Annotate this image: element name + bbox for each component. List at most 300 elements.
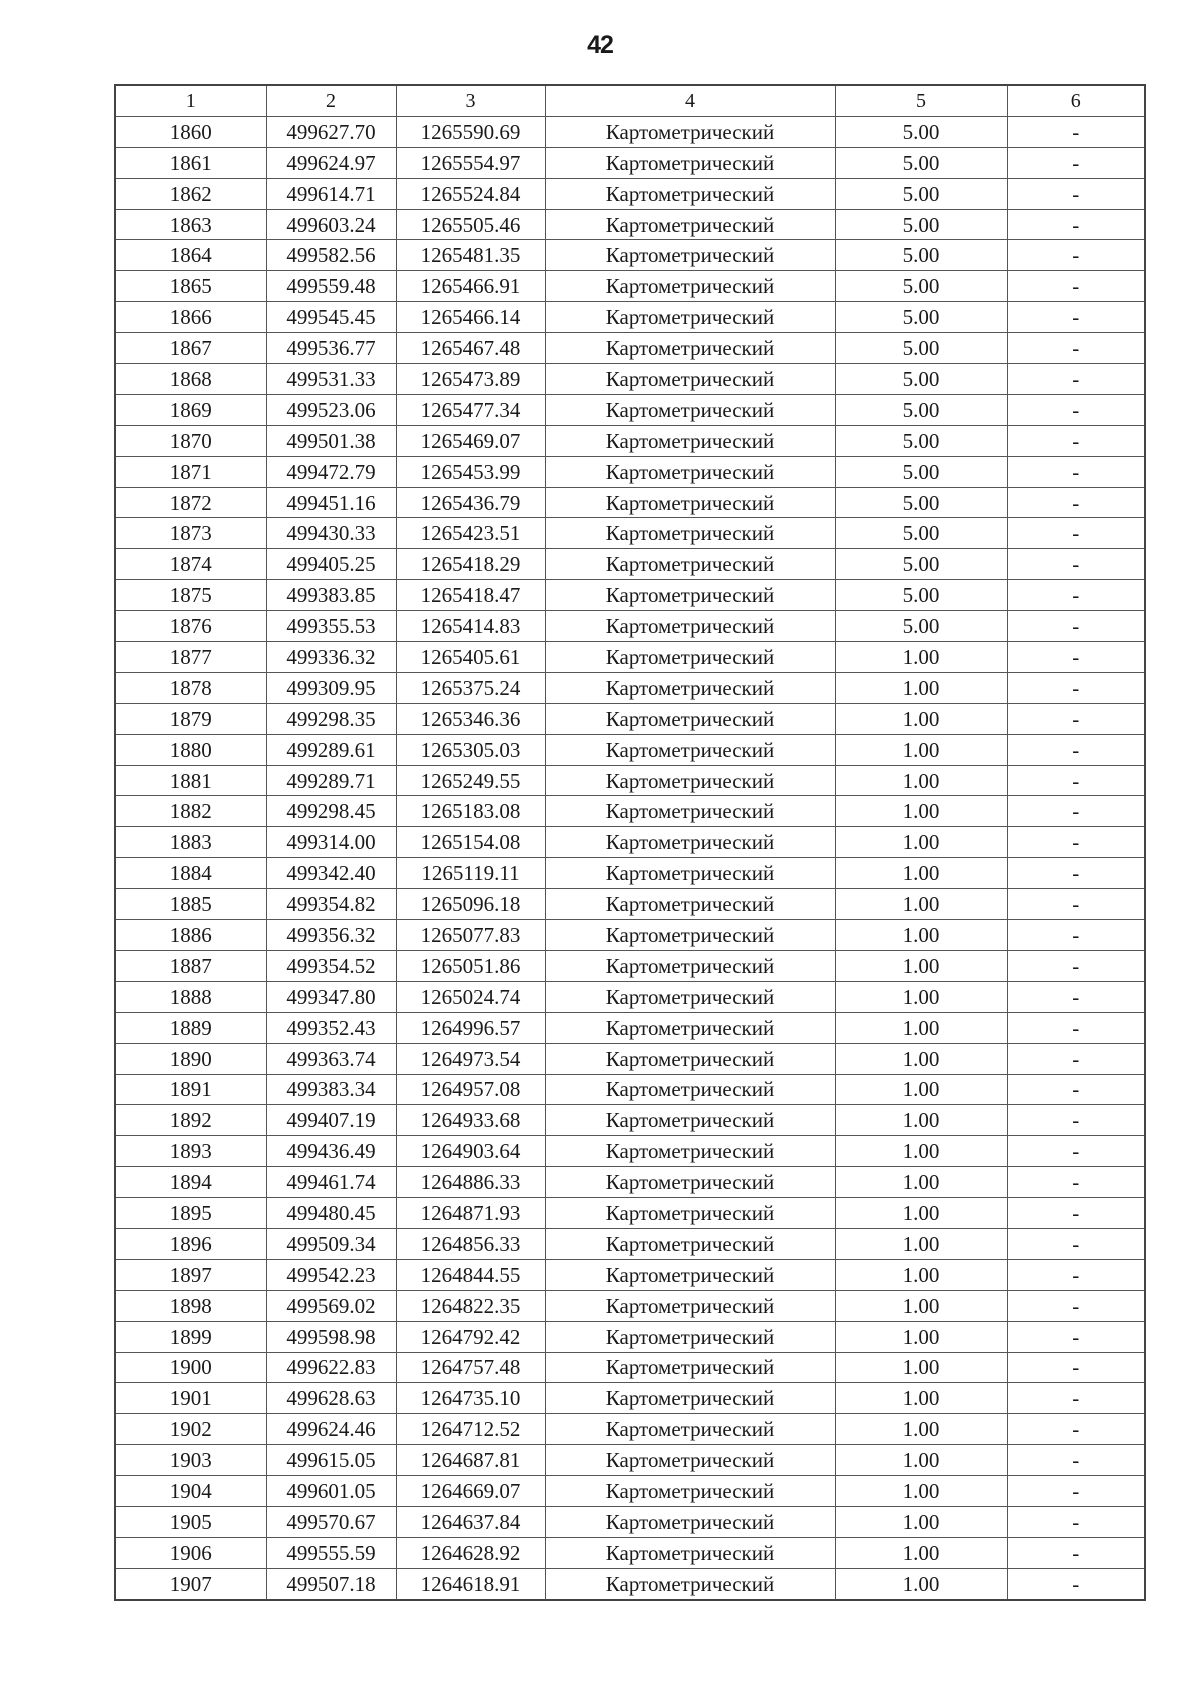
note-cell: -: [1007, 1414, 1145, 1445]
note-cell: -: [1007, 1167, 1145, 1198]
table-row: [115, 1568, 1145, 1599]
y-coordinate-cell: 1265505.46: [396, 209, 545, 240]
table-row: [115, 302, 1145, 333]
table-row: [115, 1043, 1145, 1074]
method-cell: Картометрический: [545, 487, 835, 518]
note-cell: -: [1007, 116, 1145, 147]
note-cell: -: [1007, 271, 1145, 302]
x-coordinate-cell: 499289.61: [266, 734, 396, 765]
method-cell: Картометрический: [545, 920, 835, 951]
accuracy-cell: 1.00: [835, 1074, 1007, 1105]
table-row: [115, 611, 1145, 642]
point-number-cell: 1871: [115, 456, 266, 487]
accuracy-cell: 1.00: [835, 796, 1007, 827]
point-number-cell: 1906: [115, 1537, 266, 1568]
method-cell: Картометрический: [545, 364, 835, 395]
note-cell: -: [1007, 1568, 1145, 1599]
method-cell: Картометрический: [545, 1568, 835, 1599]
y-coordinate-cell: 1264687.81: [396, 1445, 545, 1476]
table-row: [115, 1136, 1145, 1167]
method-cell: Картометрический: [545, 1537, 835, 1568]
method-cell: Картометрический: [545, 1167, 835, 1198]
table-row: [115, 1105, 1145, 1136]
y-coordinate-cell: 1265524.84: [396, 178, 545, 209]
point-number-cell: 1894: [115, 1167, 266, 1198]
note-cell: -: [1007, 209, 1145, 240]
point-number-cell: 1895: [115, 1198, 266, 1229]
y-coordinate-cell: 1264886.33: [396, 1167, 545, 1198]
point-number-cell: 1888: [115, 981, 266, 1012]
x-coordinate-cell: 499569.02: [266, 1290, 396, 1321]
note-cell: -: [1007, 1136, 1145, 1167]
method-cell: Картометрический: [545, 1228, 835, 1259]
point-number-cell: 1879: [115, 703, 266, 734]
method-cell: Картометрический: [545, 734, 835, 765]
accuracy-cell: 1.00: [835, 642, 1007, 673]
x-coordinate-cell: 499627.70: [266, 116, 396, 147]
note-cell: -: [1007, 1043, 1145, 1074]
x-coordinate-cell: 499383.34: [266, 1074, 396, 1105]
y-coordinate-cell: 1265346.36: [396, 703, 545, 734]
method-cell: Картометрический: [545, 271, 835, 302]
note-cell: -: [1007, 518, 1145, 549]
x-coordinate-cell: 499342.40: [266, 858, 396, 889]
y-coordinate-cell: 1264933.68: [396, 1105, 545, 1136]
method-cell: Картометрический: [545, 1074, 835, 1105]
table-row: [115, 642, 1145, 673]
note-cell: -: [1007, 981, 1145, 1012]
accuracy-cell: 1.00: [835, 827, 1007, 858]
accuracy-cell: 5.00: [835, 611, 1007, 642]
y-coordinate-cell: 1265436.79: [396, 487, 545, 518]
column-header: 3: [396, 85, 545, 116]
note-cell: -: [1007, 147, 1145, 178]
accuracy-cell: 1.00: [835, 889, 1007, 920]
method-cell: Картометрический: [545, 1445, 835, 1476]
point-number-cell: 1863: [115, 209, 266, 240]
note-cell: -: [1007, 1506, 1145, 1537]
y-coordinate-cell: 1264628.92: [396, 1537, 545, 1568]
accuracy-cell: 5.00: [835, 333, 1007, 364]
table-row: [115, 178, 1145, 209]
table-row: [115, 580, 1145, 611]
note-cell: -: [1007, 611, 1145, 642]
point-number-cell: 1899: [115, 1321, 266, 1352]
table-row: [115, 796, 1145, 827]
y-coordinate-cell: 1264996.57: [396, 1012, 545, 1043]
note-cell: -: [1007, 240, 1145, 271]
table-row: [115, 240, 1145, 271]
point-number-cell: 1877: [115, 642, 266, 673]
accuracy-cell: 1.00: [835, 1383, 1007, 1414]
table-row: [115, 981, 1145, 1012]
note-cell: -: [1007, 1228, 1145, 1259]
x-coordinate-cell: 499628.63: [266, 1383, 396, 1414]
note-cell: -: [1007, 1198, 1145, 1229]
point-number-cell: 1864: [115, 240, 266, 271]
accuracy-cell: 1.00: [835, 1167, 1007, 1198]
x-coordinate-cell: 499430.33: [266, 518, 396, 549]
method-cell: Картометрический: [545, 425, 835, 456]
method-cell: Картометрический: [545, 1383, 835, 1414]
column-header: 2: [266, 85, 396, 116]
y-coordinate-cell: 1265554.97: [396, 147, 545, 178]
point-number-cell: 1893: [115, 1136, 266, 1167]
point-number-cell: 1897: [115, 1259, 266, 1290]
note-cell: -: [1007, 364, 1145, 395]
accuracy-cell: 1.00: [835, 1259, 1007, 1290]
point-number-cell: 1901: [115, 1383, 266, 1414]
y-coordinate-cell: 1264669.07: [396, 1476, 545, 1507]
table-row: [115, 549, 1145, 580]
table-row: [115, 1506, 1145, 1537]
note-cell: -: [1007, 1259, 1145, 1290]
y-coordinate-cell: 1265154.08: [396, 827, 545, 858]
accuracy-cell: 5.00: [835, 487, 1007, 518]
method-cell: Картометрический: [545, 1506, 835, 1537]
table-row: [115, 456, 1145, 487]
table-row: [115, 1352, 1145, 1383]
y-coordinate-cell: 1265477.34: [396, 394, 545, 425]
x-coordinate-cell: 499309.95: [266, 672, 396, 703]
method-cell: Картометрический: [545, 333, 835, 364]
accuracy-cell: 1.00: [835, 920, 1007, 951]
note-cell: -: [1007, 796, 1145, 827]
table-row: [115, 1537, 1145, 1568]
y-coordinate-cell: 1265183.08: [396, 796, 545, 827]
accuracy-cell: 5.00: [835, 518, 1007, 549]
table-row: [115, 858, 1145, 889]
method-cell: Картометрический: [545, 1105, 835, 1136]
y-coordinate-cell: 1265453.99: [396, 456, 545, 487]
method-cell: Картометрический: [545, 456, 835, 487]
x-coordinate-cell: 499614.71: [266, 178, 396, 209]
y-coordinate-cell: 1265375.24: [396, 672, 545, 703]
accuracy-cell: 5.00: [835, 116, 1007, 147]
accuracy-cell: 1.00: [835, 1290, 1007, 1321]
point-number-cell: 1865: [115, 271, 266, 302]
y-coordinate-cell: 1264757.48: [396, 1352, 545, 1383]
accuracy-cell: 1.00: [835, 1198, 1007, 1229]
y-coordinate-cell: 1265469.07: [396, 425, 545, 456]
y-coordinate-cell: 1264973.54: [396, 1043, 545, 1074]
table-row: [115, 1012, 1145, 1043]
table-row: [115, 1290, 1145, 1321]
table-row: [115, 333, 1145, 364]
point-number-cell: 1875: [115, 580, 266, 611]
x-coordinate-cell: 499472.79: [266, 456, 396, 487]
accuracy-cell: 1.00: [835, 950, 1007, 981]
y-coordinate-cell: 1264822.35: [396, 1290, 545, 1321]
point-number-cell: 1903: [115, 1445, 266, 1476]
note-cell: -: [1007, 1074, 1145, 1105]
accuracy-cell: 1.00: [835, 1537, 1007, 1568]
x-coordinate-cell: 499352.43: [266, 1012, 396, 1043]
table-row: [115, 116, 1145, 147]
accuracy-cell: 1.00: [835, 1352, 1007, 1383]
accuracy-cell: 5.00: [835, 302, 1007, 333]
y-coordinate-cell: 1265051.86: [396, 950, 545, 981]
accuracy-cell: 1.00: [835, 1136, 1007, 1167]
accuracy-cell: 1.00: [835, 1228, 1007, 1259]
point-number-cell: 1868: [115, 364, 266, 395]
accuracy-cell: 1.00: [835, 1445, 1007, 1476]
table-row: [115, 1476, 1145, 1507]
y-coordinate-cell: 1264618.91: [396, 1568, 545, 1599]
point-number-cell: 1891: [115, 1074, 266, 1105]
accuracy-cell: 1.00: [835, 672, 1007, 703]
y-coordinate-cell: 1265096.18: [396, 889, 545, 920]
table-row: [115, 425, 1145, 456]
y-coordinate-cell: 1264735.10: [396, 1383, 545, 1414]
note-cell: -: [1007, 1352, 1145, 1383]
y-coordinate-cell: 1265414.83: [396, 611, 545, 642]
point-number-cell: 1892: [115, 1105, 266, 1136]
y-coordinate-cell: 1265481.35: [396, 240, 545, 271]
y-coordinate-cell: 1265467.48: [396, 333, 545, 364]
method-cell: Картометрический: [545, 642, 835, 673]
page-number: 42: [587, 31, 613, 59]
method-cell: Картометрический: [545, 1136, 835, 1167]
accuracy-cell: 5.00: [835, 240, 1007, 271]
accuracy-cell: 1.00: [835, 858, 1007, 889]
x-coordinate-cell: 499622.83: [266, 1352, 396, 1383]
point-number-cell: 1878: [115, 672, 266, 703]
note-cell: -: [1007, 765, 1145, 796]
y-coordinate-cell: 1264637.84: [396, 1506, 545, 1537]
accuracy-cell: 5.00: [835, 364, 1007, 395]
x-coordinate-cell: 499347.80: [266, 981, 396, 1012]
accuracy-cell: 1.00: [835, 1506, 1007, 1537]
point-number-cell: 1886: [115, 920, 266, 951]
accuracy-cell: 1.00: [835, 981, 1007, 1012]
x-coordinate-cell: 499523.06: [266, 394, 396, 425]
note-cell: -: [1007, 734, 1145, 765]
method-cell: Картометрический: [545, 1198, 835, 1229]
accuracy-cell: 1.00: [835, 1476, 1007, 1507]
note-cell: -: [1007, 858, 1145, 889]
y-coordinate-cell: 1265024.74: [396, 981, 545, 1012]
point-number-cell: 1867: [115, 333, 266, 364]
accuracy-cell: 5.00: [835, 271, 1007, 302]
x-coordinate-cell: 499570.67: [266, 1506, 396, 1537]
point-number-cell: 1904: [115, 1476, 266, 1507]
note-cell: -: [1007, 1476, 1145, 1507]
x-coordinate-cell: 499536.77: [266, 333, 396, 364]
accuracy-cell: 5.00: [835, 425, 1007, 456]
method-cell: Картометрический: [545, 178, 835, 209]
x-coordinate-cell: 499355.53: [266, 611, 396, 642]
y-coordinate-cell: 1264903.64: [396, 1136, 545, 1167]
point-number-cell: 1882: [115, 796, 266, 827]
x-coordinate-cell: 499383.85: [266, 580, 396, 611]
column-header: 6: [1007, 85, 1145, 116]
point-number-cell: 1873: [115, 518, 266, 549]
table-row: [115, 271, 1145, 302]
table-row: [115, 1259, 1145, 1290]
method-cell: Картометрический: [545, 950, 835, 981]
x-coordinate-cell: 499615.05: [266, 1445, 396, 1476]
y-coordinate-cell: 1265423.51: [396, 518, 545, 549]
table-row: [115, 734, 1145, 765]
note-cell: -: [1007, 394, 1145, 425]
table-row: [115, 1074, 1145, 1105]
note-cell: -: [1007, 1321, 1145, 1352]
table-row: [115, 672, 1145, 703]
method-cell: Картометрический: [545, 549, 835, 580]
x-coordinate-cell: 499461.74: [266, 1167, 396, 1198]
table-row: [115, 147, 1145, 178]
x-coordinate-cell: 499405.25: [266, 549, 396, 580]
point-number-cell: 1880: [115, 734, 266, 765]
y-coordinate-cell: 1265249.55: [396, 765, 545, 796]
accuracy-cell: 1.00: [835, 1568, 1007, 1599]
y-coordinate-cell: 1265418.29: [396, 549, 545, 580]
accuracy-cell: 5.00: [835, 394, 1007, 425]
column-header: 5: [835, 85, 1007, 116]
y-coordinate-cell: 1264712.52: [396, 1414, 545, 1445]
point-number-cell: 1862: [115, 178, 266, 209]
x-coordinate-cell: 499598.98: [266, 1321, 396, 1352]
y-coordinate-cell: 1264792.42: [396, 1321, 545, 1352]
point-number-cell: 1861: [115, 147, 266, 178]
x-coordinate-cell: 499509.34: [266, 1228, 396, 1259]
accuracy-cell: 1.00: [835, 1043, 1007, 1074]
y-coordinate-cell: 1265077.83: [396, 920, 545, 951]
note-cell: -: [1007, 333, 1145, 364]
method-cell: Картометрический: [545, 1259, 835, 1290]
table-row: [115, 920, 1145, 951]
note-cell: -: [1007, 672, 1145, 703]
point-number-cell: 1866: [115, 302, 266, 333]
note-cell: -: [1007, 889, 1145, 920]
method-cell: Картометрический: [545, 889, 835, 920]
method-cell: Картометрический: [545, 827, 835, 858]
table-header: [115, 85, 1145, 116]
table-row: [115, 1383, 1145, 1414]
method-cell: Картометрический: [545, 765, 835, 796]
point-number-cell: 1870: [115, 425, 266, 456]
accuracy-cell: 5.00: [835, 147, 1007, 178]
x-coordinate-cell: 499298.35: [266, 703, 396, 734]
accuracy-cell: 5.00: [835, 456, 1007, 487]
x-coordinate-cell: 499451.16: [266, 487, 396, 518]
method-cell: Картометрический: [545, 394, 835, 425]
note-cell: -: [1007, 1537, 1145, 1568]
point-number-cell: 1896: [115, 1228, 266, 1259]
method-cell: Картометрический: [545, 580, 835, 611]
note-cell: -: [1007, 425, 1145, 456]
x-coordinate-cell: 499354.82: [266, 889, 396, 920]
x-coordinate-cell: 499507.18: [266, 1568, 396, 1599]
note-cell: -: [1007, 827, 1145, 858]
point-number-cell: 1874: [115, 549, 266, 580]
y-coordinate-cell: 1264856.33: [396, 1228, 545, 1259]
method-cell: Картометрический: [545, 302, 835, 333]
table-row: [115, 889, 1145, 920]
x-coordinate-cell: 499407.19: [266, 1105, 396, 1136]
method-cell: Картометрический: [545, 1476, 835, 1507]
method-cell: Картометрический: [545, 703, 835, 734]
x-coordinate-cell: 499336.32: [266, 642, 396, 673]
note-cell: -: [1007, 642, 1145, 673]
point-number-cell: 1884: [115, 858, 266, 889]
x-coordinate-cell: 499356.32: [266, 920, 396, 951]
x-coordinate-cell: 499582.56: [266, 240, 396, 271]
coordinates-table: [114, 84, 1146, 1601]
note-cell: -: [1007, 950, 1145, 981]
method-cell: Картометрический: [545, 672, 835, 703]
table-row: [115, 1167, 1145, 1198]
point-number-cell: 1889: [115, 1012, 266, 1043]
note-cell: -: [1007, 920, 1145, 951]
method-cell: Картометрический: [545, 1352, 835, 1383]
point-number-cell: 1881: [115, 765, 266, 796]
note-cell: -: [1007, 178, 1145, 209]
point-number-cell: 1860: [115, 116, 266, 147]
method-cell: Картометрический: [545, 147, 835, 178]
note-cell: -: [1007, 487, 1145, 518]
accuracy-cell: 5.00: [835, 549, 1007, 580]
method-cell: Картометрический: [545, 518, 835, 549]
method-cell: Картометрический: [545, 611, 835, 642]
note-cell: -: [1007, 1290, 1145, 1321]
table-row: [115, 518, 1145, 549]
method-cell: Картометрический: [545, 1012, 835, 1043]
y-coordinate-cell: 1265473.89: [396, 364, 545, 395]
accuracy-cell: 1.00: [835, 765, 1007, 796]
point-number-cell: 1883: [115, 827, 266, 858]
point-number-cell: 1872: [115, 487, 266, 518]
method-cell: Картометрический: [545, 240, 835, 271]
table-row: [115, 1228, 1145, 1259]
table-row: [115, 209, 1145, 240]
point-number-cell: 1907: [115, 1568, 266, 1599]
x-coordinate-cell: 499314.00: [266, 827, 396, 858]
accuracy-cell: 1.00: [835, 1414, 1007, 1445]
note-cell: -: [1007, 302, 1145, 333]
x-coordinate-cell: 499531.33: [266, 364, 396, 395]
x-coordinate-cell: 499480.45: [266, 1198, 396, 1229]
note-cell: -: [1007, 580, 1145, 611]
x-coordinate-cell: 499555.59: [266, 1537, 396, 1568]
y-coordinate-cell: 1265119.11: [396, 858, 545, 889]
table-row: [115, 765, 1145, 796]
accuracy-cell: 1.00: [835, 1321, 1007, 1352]
table-row: [115, 1198, 1145, 1229]
table-row: [115, 487, 1145, 518]
x-coordinate-cell: 499542.23: [266, 1259, 396, 1290]
accuracy-cell: 1.00: [835, 734, 1007, 765]
point-number-cell: 1887: [115, 950, 266, 981]
y-coordinate-cell: 1265590.69: [396, 116, 545, 147]
y-coordinate-cell: 1265466.14: [396, 302, 545, 333]
y-coordinate-cell: 1264871.93: [396, 1198, 545, 1229]
point-number-cell: 1900: [115, 1352, 266, 1383]
point-number-cell: 1885: [115, 889, 266, 920]
table-row: [115, 1321, 1145, 1352]
point-number-cell: 1902: [115, 1414, 266, 1445]
note-cell: -: [1007, 456, 1145, 487]
point-number-cell: 1890: [115, 1043, 266, 1074]
method-cell: Картометрический: [545, 796, 835, 827]
x-coordinate-cell: 499603.24: [266, 209, 396, 240]
y-coordinate-cell: 1265405.61: [396, 642, 545, 673]
table-row: [115, 394, 1145, 425]
method-cell: Картометрический: [545, 1414, 835, 1445]
y-coordinate-cell: 1265466.91: [396, 271, 545, 302]
x-coordinate-cell: 499289.71: [266, 765, 396, 796]
